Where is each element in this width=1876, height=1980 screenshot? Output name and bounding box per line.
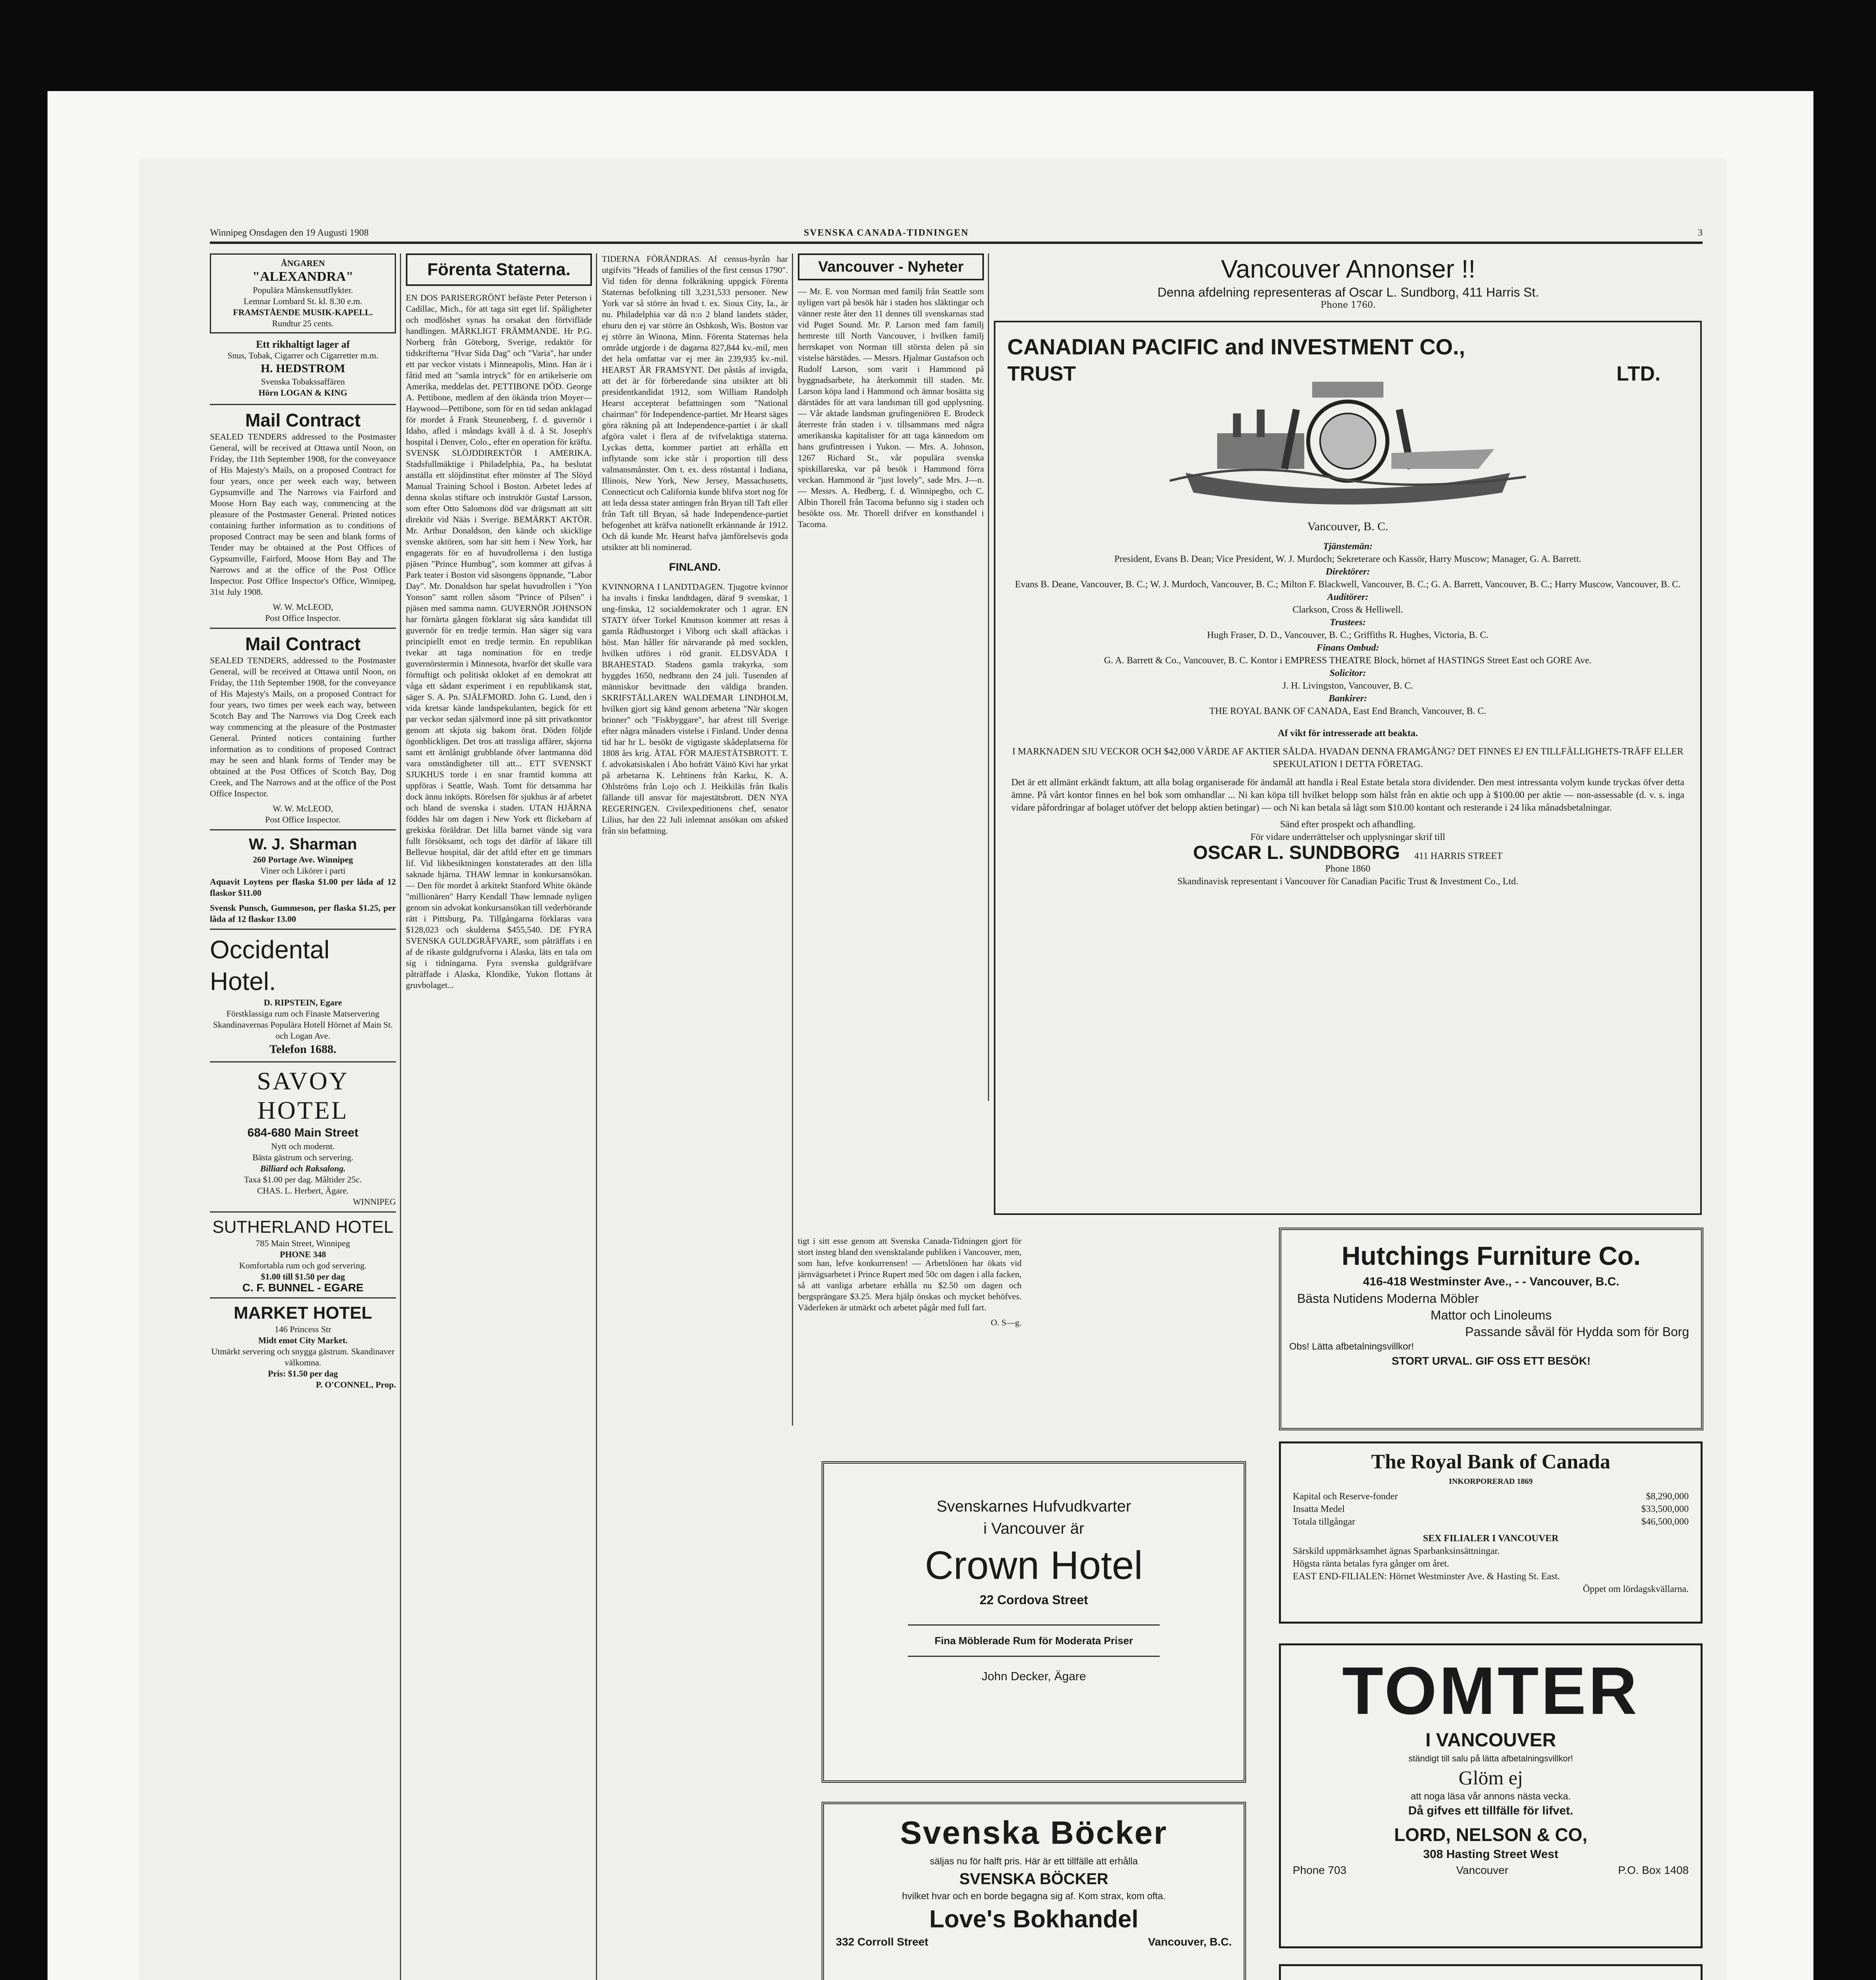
sharman-ad [210,834,396,925]
ad-body: Det är ett allmänt erkändt faktum, att alla bolag organiserade för ändamål att handla i Real Estate betala stora dividender. Den mest intressanta volym kunde tryckas öfver detta ämne. På vårt kontor finnes en hel bok som omhandlar ... Ni kan köpa till hvilket belopp som hälst från en aktie och upp à $100.00 per aktie — non-assessable (d. v. s. inga vidare påfordringar af bolaget utöfver det belopp aktien betingar) — och Ni kan betala så lågt som $10.00 kontant och resterande i 24 lika månadsbetalningar. [1011,777,1684,813]
column-4 [798,253,984,1303]
north-vancouver-hotel-ad [1279,1964,1703,1980]
column-rule [792,253,793,1426]
ad-title: SUTHERLAND HOTEL [212,1217,394,1237]
ad-line: Taxa $1.00 per dag. Måltider 25c. [244,1175,362,1184]
ad-line: LORD, NELSON & CO, [1394,1824,1588,1845]
ad-line: Fina Möblerade Rum för Moderata Priser [934,1635,1133,1647]
ad-line: Vancouver, B.C. [1148,1936,1232,1948]
ad-line: Obs! Lätta afbetalningsvillkor! [1289,1341,1414,1352]
ad-title: The Royal Bank of Canada [1371,1451,1610,1473]
sutherland-ad [210,1217,396,1293]
cpi-ad [994,321,1702,1215]
ad-line: säljas nu för halft pris. Här är ett tillfälle att erhålla [930,1856,1138,1867]
bank-row-label: Totala tillgångar [1293,1517,1355,1527]
ad-line: i Vancouver är [983,1520,1085,1537]
article-text: KVINNORNA I LANDTDAGEN. Tjugotre kvinnor ha invalts i finska landtdagen, däraf 9 svenskar, 1 ung-finska, 12 socialdemokrater och 1 agrar. EN STATY öfver Torkel Knutsson kommer att resas å gamla Rådhustorget i Viborg och skall aftäckas i höst. Man håller för närvarande på med socklen, hvilken utföres i röd granit. ELDSVÅDA I BRAHESTAD. Stadens gamla trakyrka, som byggdes 1650, nedbrann den 24 juli. Tusenden af människor bevittnade den väldiga branden. SKRIFSTÄLLAREN WALDEMAR LINDHOLM, hvilken gjort sig känd genom arbetena "När skogen brinner" och "Fiskbyggare", har afrest till Sverige efter några månaders vistelse i Finland. Under denna tid har hr L. besökt de vigtigaste skådeplatserna för 1808 års krig. ÅTAL FÖR MAJESTÄTSBROTT. T. f. advokatsiskalen i Åbo hofrätt Väinö Kivi har yrkat på arbetarna K. Lehtinens från Karku, K. A. Ohlströms från Lojo och J. Heikkiläs från Ikalis fällande till ansvar för majestätsbrott. DEN NYA REGERINGEN. Civilexpeditionens chef, senator Lilius, har den 22 Juli inlemnat ansökan om afsked från sin befattning. [602,582,788,836]
ad-line: Sänd efter prospekt och afhandling. [1280,819,1416,830]
list-text: Evans B. Deane, Vancouver, B. C.; W. J. Murdoch, Vancouver, B. C.; Milton F. Blackwell, Vancouver, B. C.; G. A. Barrett, Vancouver, B. C.; Harry Muscow, Vancouver, B. C. [1015,579,1681,590]
ad-line: I VANCOUVER [1425,1730,1556,1751]
list-text: Clarkson, Cross & Helliwell. [1292,605,1403,615]
ad-line: PHONE 348 [280,1249,326,1259]
ad-line: Högsta ränta betalas fyra gånger om året. [1293,1559,1450,1569]
agent-address: 411 HARRIS STREET [1414,851,1503,861]
ad-line: För vidare underrättelser och upplysningar skrif till [1250,832,1445,842]
list-text: G. A. Barrett & Co., Vancouver, B. C. Kontor i EMPRESS THEATRE Block, hörnet af HASTINGS Street East och GORE Ave. [1104,655,1592,666]
ad-line: Svenska Tobakssaffären [261,377,345,386]
agent-phone: Phone 1860 [1325,864,1370,874]
ad-line: Bästa Nutidens Moderna Möbler [1297,1291,1479,1306]
list-heading: Tjänstemän: [1323,541,1373,552]
ad-line: Förstklassiga rum och Finaste Matservering [226,1009,380,1019]
ad-line: INKORPORERAD 1869 [1449,1477,1533,1486]
notice-signature: W. W. McLEOD, [272,602,333,612]
ad-line: 332 Corroll Street [836,1936,928,1948]
notice-title: Mail Contract [245,634,361,654]
ad-line: Bästa gästrum och servering. [252,1152,354,1162]
ad-line: C. F. BUNNEL - EGARE [242,1281,363,1294]
notice-text: SEALED TENDERS addressed to the Postmaster General, will be received at Ottawa until Noon, on Friday, the 11th September 1908, for the conveyance of His Majesty's Mails, on a proposed Contract for four years, once per week each way, between Gypsumville and The Narrows via Fairford and Moose Horn Bay each way, commencing at the pleasure of the Postmaster General. Printed notices containing further information as to conditions of proposed Contract may be seen and blank forms of Tender may be obtained at the Post Offices of Gypsumville, Fairford, Moose Horn Bay and The Narrows and at the office of the Post Office Inspector. Post Office Inspector's Office, Winnipeg, 31st July 1908. [210,432,396,597]
ad-line: Komfortabla rum och god servering. [239,1260,367,1270]
ad-line: Phone 703 [1293,1864,1347,1876]
list-heading: Bankirer: [1328,693,1367,704]
ad-line: Öppet om lördagskvällarna. [1583,1584,1689,1594]
hedstrom-ad [210,339,396,398]
ad-line: 146 Princess Str [274,1324,331,1334]
ad-line: Snus, Tobak, Cigarrer och Cigarretter m.m. [227,350,379,360]
section-title-box [798,253,984,280]
ad-line: ÅNGAREN [281,258,325,268]
header-date: Winnipeg Onsdagen den 19 Augusti 1908 [210,228,369,238]
ad-line: Svenskarnes Hufvudkvarter [936,1498,1131,1515]
ad-line: Vancouver [1456,1864,1509,1876]
ad-line: Populära Månskensutflykter. [253,285,353,295]
ad-title: "ALEXANDRA" [252,269,354,284]
ad-line: P. O'CONNEL, Prop. [316,1380,396,1390]
ad-title: W. J. Sharman [249,836,357,853]
ad-line: Midt emot City Market. [258,1335,348,1345]
notice-signature: Post Office Inspector. [265,613,341,623]
savoy-ad [210,1066,396,1207]
ad-line: Hörn LOGAN & KING [258,388,348,398]
bank-row-label: Insatta Medel [1293,1504,1345,1514]
column-rule [596,253,597,1980]
ad-line: 416-418 Westminster Ave., - - Vancouver, B.C. [1363,1275,1619,1288]
ad-line: EAST END-FILIALEN: Hörnet Westminster Ave. & Hasting St. East. [1293,1571,1560,1582]
notice-title: Mail Contract [245,410,361,430]
ad-title: H. HEDSTROM [261,362,345,375]
ad-line: ständigt till salu på lätta afbetalningsvillkor! [1408,1753,1573,1763]
list-heading: Auditörer: [1327,592,1368,602]
column-rule [400,253,401,1980]
bank-row-value: $33,500,000 [1641,1504,1689,1514]
books-ad [822,1802,1246,1980]
ad-line: att noga läsa vår annons nästa vecka. [1410,1791,1571,1802]
ad-line: Glöm ej [1458,1767,1523,1789]
hutchings-ad [1279,1228,1703,1430]
section-phone: Phone 1760. [1320,300,1376,310]
ad-line: Aquavit Loytens per flaska $1.00 per låda af 12 flaskor $11.00 [210,877,396,898]
section-title: Förenta Staterna. [427,260,571,279]
agent-note: Skandinavisk representant i Vancouver för Canadian Pacific Trust & Investment Co., Ltd. [1177,876,1518,887]
list-text: THE ROYAL BANK OF CANADA, East End Branch, Vancouver, B. C. [1209,706,1486,716]
ad-line: John Decker, Ägare [982,1670,1086,1683]
article-text: — Mr. E. von Norman med familj från Seattle som nyligen vart på besök här i staden hos släktingar och vänner reste åter den 11 dennes till svenskarnas stad vid Puget Sound. Mr. P. Larson med fam familj hemreste till North Vancouver, i hvilken familj herrskapet von Norman till största delen på sin vistelse härstädes. — Messrs. Hjalmar Gustafson och Rudolf Larson, som varit i Hammond på byggnadsarbete, ha återkommit till staden. Mr. Larson köpa land i Hammond och ämnar bosätta sig därstädes för att vara landsman till god upplysning. — Vår aktade landsman grufingeniören E. Brodeck återreste från staden i v. tillsammans med några amerikanska kapitalister för att taga kännedom om hans grufintressen i Yukon. — Mrs. A. Johnson, 1267 Richard St., vår populära svenska spiskillareska, var på besök i Hammond förra veckan. Hammond är "just lovely", sade Mrs. J—n. — Messrs. A. Hedberg, f. d. Winnipegbo, och C. Albin Thorell från Tacoma befunno sig i staden och besökte oss. Mr. Thorell drifver en konsthandel i Tacoma. [798,286,984,529]
agent-name: OSCAR L. SUNDBORG [1193,842,1400,863]
column-1 [210,253,396,1980]
ad-line: $1.00 till $1.50 per dag [261,1272,345,1281]
ad-line: Skandinavernas Populära Hotell Hörnet af Main St. och Logan Ave. [213,1020,393,1041]
bank-row-value: $46,500,000 [1641,1517,1689,1527]
ad-line: SEX FILIALER I VANCOUVER [1423,1533,1559,1544]
article-text: EN DOS PARISERGRÖNT befäste Peter Peterson i Cadillac, Mich., för att taga sitt eget lif. Spåligheter och modlöshet synas ha orsakat den förtvifläde handlingen. MÄRKLIGT FRÄMMANDE. Hr P.G. Norberg från Göteborg, Sverige, redaktör för tidskrifterna "Hvar Sida Dag" och "Varia", har under ett par veckor vistats i Minneapolis, Minn. Han är i fåtid med att "samla intryck" för en artikelserie om Amerika, meddelas det. PETTIBONE DÖD. George A. Pettibone, medlem af den ökända trion Moyer—Haywood—Pettibone, som för en tid sedan anklagad för mordet å Frank Steunenberg, f. d. guvernör i Idaho, afled i måndags kväll å d. å St. Joseph's hospital i Denver, Colo., efter en operation för kräfta. SVENSK SLÖJDDIREKTÖR I AMERIKA. Stadsfullmäktige i Philadelphia, Pa., ha beslutat anställa ett slöjdinstitut efter mönster af The Slöyd Manual Training School i Boston. Arbetet ledes af denna skolas stiftare och instruktör Gustaf Larsson, som efter Otto Salomons död var drägsmatt att sitt direktör vid Nääs i Sverige. BEMÄRKT AKTÖR. Mr. Arthur Donaldson, den kände och skicklige svenske aktören, som har sitt hem i New York, har engagerats för en af huvudrollerna i den lustiga pjäsen "Prince Humbug", som kommer att gifvas å Park teater i Boston vid säsongens öppnande, "Labor Day". Mr. Donaldson har spelat huvudrollen i "Yon Yonson" samt rollen såsom "Prince of Pilsen" i pjäsen med samma namn. GUVERNÖR JOHNSON har förnärta gången förklarat sig såra kandidat till guvernör för en tredje termin. Han säger sig vara principiellt emot en tredje termin. En republikan tvekar att taga nomination för en tredje guvernörstermin i Minnesota, hvarför det skulle vara förnuftigt och politiskt okloket af en demokrat att våga ett sådant experiment i en republikansk stat, säger S. A. Pn. SJÄLFMORD. John G. Lund, den i vida kretsar kände landspekulanten, begick för ett par veckor sedan självmord inne på sitt privatkontor genom att skjuta sig bakom örat. Döden följde ögonblickligen. Det tros att trassliga affärer, skjorna samt ett ärnlånigt grubblande öfver lantmanna död vara omständigheter till att... ETT SVENSKT SJUKHUS torde i en snar framtid komma att uppföras i Seattle, Wash. Tomt för detsamma har dock ännu inköpts. Rörelsen för sjukhus är af arbetet och bland de svenska i staden. UTAN HJÄRNA föddes här om dagen i New York ett flickebarn af grekiska föräldrar. Det lilla barnet vände sig vara fullt försöksamt, och togs det därför af läkare till Bellevue hospital, där det aftld efter ett ge timmars lif. Vid likbesiktningen konstaterades att den lilla saknade hjärna. THAW lemnar in konkursansökan. — Den för mordet å arkitekt Stanford White ökände "millionären" Harry Kendall Thaw lemnade nyligen genom sin advokat konkursansökan till vederbörande rätt i Pittsburg, Pa. Tillgångarna förklaras vara $128,023 och skulderna $455,540. DE FYRA SVENSKA GULDGRÄFVARE, som påträffats i en af de rikaste guldgrufvorna i Alaska, läts en tala om sig i tidningarna. Fyra svenska guldgräfvare påträffade i Alaska, Klondike, Yukon flottans åt gruvbolaget... [406,293,592,990]
list-text: President, Evans B. Dean; Vice President, W. J. Murdoch; Sekreterare och Kassör, Harry Muscow; Manager, G. A. Barrett. [1114,554,1581,564]
column-rule [988,253,989,1101]
royal-bank-ad [1279,1441,1703,1624]
vancouver-ads-section [994,253,1703,1216]
bank-row-value: $8,290,000 [1646,1491,1689,1502]
ad-title: Love's Bokhandel [929,1906,1139,1933]
list-heading: Trustees: [1330,617,1366,628]
ad-title: Crown Hotel [925,1543,1143,1588]
ad-line: hvilket hvar och en borde begagna sig af. Kom strax, kom ofta. [902,1891,1166,1902]
newspaper-page [139,158,1726,1980]
ad-line: D. RIPSTEIN, Egare [264,998,342,1007]
section-subtitle: Denna afdelning representeras af Oscar L. Sundborg, 411 Harris St. [1157,285,1539,299]
column-3 [602,253,788,1426]
list-text: J. H. Livingston, Vancouver, B. C. [1282,681,1413,691]
mail-contract-1 [210,409,396,624]
ad-title: Svenska Böcker [900,1815,1168,1851]
ad-line: FRAMSTÅENDE MUSIK-KAPELL. [233,307,373,317]
ad-note: Af vikt för intresserade att beakta. [1278,728,1418,739]
crown-hotel-ad [822,1461,1246,1783]
ad-line: Ett rikhaltigt lager af [256,339,350,350]
ad-title: Hutchings Furniture Co. [1341,1241,1641,1270]
list-heading: Solicitor: [1329,668,1366,678]
ad-line: 684-680 Main Street [247,1126,359,1139]
ad-line: Billiard och Raksalong. [260,1163,346,1173]
ship-emblem-icon [1170,374,1526,516]
tomter-ad [1279,1643,1703,1948]
section-title: Vancouver - Nyheter [818,259,964,275]
ad-line: Då gifves ett tillfälle för lifvet. [1408,1804,1573,1817]
ad-line: Telefon 1688. [269,1043,337,1056]
ad-title: MARKET HOTEL [234,1303,372,1323]
ad-city: Vancouver, B. C. [1307,520,1389,533]
alexandra-ad [210,253,396,333]
list-text: Hugh Fraser, D. D., Vancouver, B. C.; Griffiths R. Hughes, Victoria, B. C. [1207,630,1489,640]
ad-line: CHAS. L. Herbert, Ägare. [257,1186,349,1196]
ad-line: 260 Portage Ave. Winnipeg [253,855,353,864]
header-rule [210,242,1703,244]
ad-line: Pris: $1.50 per dag [268,1369,338,1378]
cpi-officers [1011,540,1684,888]
notice-signature: W. W. McLEOD, [272,803,333,813]
ad-title: CANADIAN PACIFIC and INVESTMENT CO., [1007,334,1465,359]
ad-line: 785 Main Street, Winnipeg [255,1238,350,1248]
ad-title: TOMTER [1342,1653,1640,1729]
ad-pitch: I MARKNADEN SJU VECKOR OCH $42,000 VÄRDE AF AKTIER SÅLDA. HVADAN DENNA FRAMGÅNG? DET FINNES EJ EN TILLFÄLLIGHETS-TRÄFF ELLER SPEKULATION I DETTA FÖRETAG. [1012,746,1684,769]
ad-line: SVENSKA BÖCKER [959,1870,1109,1888]
page-number: 3 [1698,228,1703,238]
ad-line: Passande såväl för Hydda som för Borg [1465,1325,1689,1339]
section-title: Vancouver Annonser !! [1221,255,1476,283]
list-heading: Direktörer: [1326,567,1370,577]
article-text: TIDERNA FÖRÄNDRAS. Af census-byrån har utgifvits "Heads of families of the first census 1790". Vid tiden för denna folkräkning uppgick Förenta Staternas befolkning till 3,231,533 personer. New York var så större än hvad t. ex. Sioux City, Ia., är nu. Philadelphia var då n:o 2 bland landets städer, ehuru den ej var större än Oshkosh, Wis. Boston var ej större än Winona, Minn. Förenta Staternas hela område utgjorde i de dagarna 827,844 kv.-mil, men det hela omfattar var ej mer än 239,935 kv.-mil. HEARST ÄR FRAMSYNT. Det påstås af invigda, att det är för förberedande sina utsikter att bli presidentkandidat 1912, som William Randolph Hearst accepterat befattningen som "National chairman" för Independence-partiet. Mr Hearst säges göra räkning på att Independence-partiet i är skall afgöra valet i flera af de tvifvelaktiga staterna. Lyckas detta, kommer partiet att erhålla ett inflytande som icke står i proportion till dess valmansmånster. Om t. ex. dess röstantal i Indiana, Illinois, New York, New Jersey, Massachusetts, Connecticut och California kunde blifva stort nog för att leda dessa stater antingen från Bryan till Taft eller från Taft till Bryan, så hade Independence-partiet befogenhet att kräfva nationellt erkännande år 1912. Och då kunde Mr. Hearst hafva jämförelsevis goda utsikter att bli nominerad. [602,254,788,552]
column-2 [406,253,592,1980]
ad-line: Viner och Likörer i parti [260,866,346,876]
ad-line: Särskild uppmärksamhet ägnas Sparbanksinsättningar. [1293,1546,1500,1556]
ad-line: Mattor och Linoleums [1431,1308,1552,1322]
ad-line: P.O. Box 1408 [1618,1864,1689,1876]
ad-title: SAVOY HOTEL [257,1067,349,1124]
ad-line: 308 Hasting Street West [1423,1848,1558,1861]
ad-title: TRUST [1007,362,1076,385]
ad-line: 22 Cordova Street [980,1593,1088,1607]
occidental-ad [210,934,396,1057]
ad-line: Lemnar Lombard St. kl. 8.30 e.m. [244,296,362,306]
section-title-box [406,253,592,286]
notice-signature: Post Office Inspector. [265,815,341,824]
article-signature: O. S—g. [991,1317,1022,1327]
article-text: tigt i sitt esse genom att Svenska Canada-Tidningen gjort för stort insteg bland den svensktalande publiken i Vancouver, men, som han, lefve konkurrensen! — Arbetslönen har ökats vid järnvägsarbetet i Prince Rupert med 50c om dagen i alla facken, så att vanliga arbetare erhålla nu $2.50 om dagen och bergsprängare $3.25. Mera hjälp önskas och mycket behöfves. Väderleken är utmärkt och arbetet pågår med full fart. [798,1236,1022,1312]
page-header [139,228,1726,244]
bank-row-label: Kapital och Reserve-fonder [1293,1491,1398,1502]
ad-line: Rundtur 25 cents. [272,318,334,328]
ad-line: WINNIPEG [353,1197,396,1207]
ad-title: Occidental Hotel. [210,935,330,996]
ad-line: STORT URVAL. GIF OSS ETT BESÖK! [1391,1355,1591,1367]
mail-contract-2 [210,633,396,825]
market-hotel-ad [210,1302,396,1390]
ad-title: LTD. [1616,362,1661,385]
ad-line: Svensk Punsch, Gummeson, per flaska $1.25, per låda af 12 flaskor 13.00 [210,903,396,924]
list-heading: Finans Ombud: [1316,643,1379,653]
ad-line: Nytt och modernt. [271,1141,335,1151]
ad-line: Utmärkt servering och snygga gästrum. Skandinaver välkomna. [211,1346,395,1367]
notice-text: SEALED TENDERS, addressed to the Postmaster General, will be received at Ottawa until Noon, on Friday, the 11th September 1908, for the conveyance of His Majesty's Mails, on a proposed Contract for four years, two times per week each way, between Scotch Bay and The Narrows via Dog Creek each way commencing at the pleasure of the Postmaster General. Printed notices containing further information as to conditions of proposed Contract may be seen and blank forms of Tender may be obtained at the Post Offices of Scotch Bay, Dog Creek, and The Narrows and at the office of the Post Office Inspector. [210,655,396,798]
masthead: SVENSKA CANADA-TIDNINGEN [804,228,969,238]
column-4-continued [798,1236,1022,1457]
section-title: FINLAND. [669,561,721,573]
